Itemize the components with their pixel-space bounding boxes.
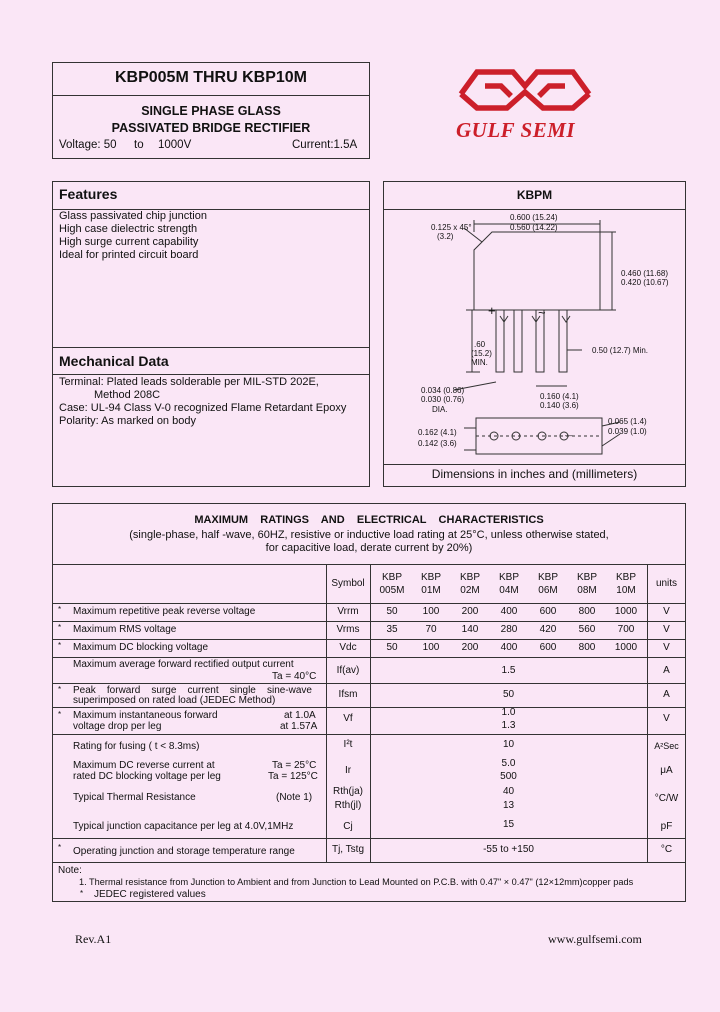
row-symbol: Ifsm: [338, 689, 358, 700]
row-desc-2: rated DC blocking voltage per leg: [73, 771, 221, 782]
part-header: 01M: [421, 585, 441, 596]
mech-top-divider: [52, 347, 370, 348]
part-header: KBP: [537, 572, 558, 583]
row-desc: Maximum DC blocking voltage: [73, 642, 209, 653]
row-cond: Ta = 40°C: [272, 671, 317, 682]
row-value: 10: [502, 739, 515, 750]
dim-side-min: 0.039 (1.0): [608, 427, 647, 436]
part-header: KBP: [576, 572, 597, 583]
note-2-star: *: [80, 889, 84, 898]
notes-label: Note:: [58, 865, 82, 876]
mech-item: Polarity: As marked on body: [59, 415, 196, 427]
row-value: 400: [500, 642, 518, 653]
table-rule: [52, 657, 686, 658]
part-header: KBP: [420, 572, 441, 583]
part-header: KBP: [459, 572, 480, 583]
row-unit: V: [663, 606, 670, 617]
row-desc: Typical Thermal Resistance: [73, 792, 196, 803]
row-value: 1000: [614, 642, 638, 653]
website-link[interactable]: www.gulfsemi.com: [548, 932, 642, 946]
logo-brand-text: GULF SEMI: [456, 118, 576, 142]
mech-item: Terminal: Plated leads solderable per MIL-STD 202E,: [59, 376, 319, 388]
row-value: 50: [502, 689, 515, 700]
subtitle-line1: SINGLE PHASE GLASS: [141, 104, 281, 118]
package-caption-divider: [383, 464, 686, 465]
part-header: 10M: [616, 585, 636, 596]
part-header: KBP: [498, 572, 519, 583]
row-desc: Maximum average forward rectified output current: [73, 659, 294, 670]
dim-dia-min: 0.030 (0.76): [421, 395, 465, 404]
row-symbol: I²t: [343, 739, 353, 750]
row-value: 100: [422, 606, 440, 617]
package-name: KBPM: [516, 188, 553, 202]
row-cond-2: at 1.57A: [280, 721, 318, 732]
note-1: 1. Thermal resistance from Junction to Ambient and from Junction to Lead Mounted on P.C.B. with 0.47" × 0.47" (12×12mm)copper pads: [79, 877, 634, 887]
row-value: 100: [422, 642, 440, 653]
row-value: 70: [425, 624, 437, 635]
dim-dia-label: DIA.: [432, 405, 448, 414]
jedec-star: *: [58, 685, 62, 694]
row-symbol: Ir: [344, 765, 352, 776]
feature-item: Ideal for printed circuit board: [59, 249, 199, 261]
row-value: 50: [386, 642, 398, 653]
current-rating: Current:1.5A: [292, 139, 358, 151]
row-desc: Maximum instantaneous forward: [73, 710, 218, 721]
row-value: 200: [461, 606, 479, 617]
jedec-star: *: [58, 710, 62, 719]
row-symbol-2: Rth(jl): [334, 800, 362, 811]
dim-lead-spacing: 0.50 (12.7) Min.: [592, 346, 649, 355]
row-value: 420: [539, 624, 557, 635]
row-symbol: Vrrm: [337, 606, 359, 617]
jedec-star: *: [58, 641, 62, 650]
row-symbol: If(av): [336, 665, 360, 676]
row-value: 800: [578, 642, 596, 653]
units-header: units: [655, 578, 678, 589]
mechanical-heading: Mechanical Data: [59, 353, 169, 369]
row-unit: A: [663, 689, 670, 700]
dim-thick-min: 0.142 (3.6): [418, 439, 457, 448]
row-unit: A: [663, 665, 670, 676]
table-rule: [52, 621, 686, 622]
dim-lead-length-mm: (15.2): [471, 349, 492, 358]
table-rule: [52, 862, 686, 863]
part-header: 08M: [577, 585, 597, 596]
dimensions-caption: Dimensions in inches and (millimeters): [431, 467, 638, 481]
jedec-star: *: [58, 843, 62, 852]
row-symbol: Tj, Tstg: [331, 844, 365, 855]
ratings-condition-2: for capacitive load, derate current by 20%): [265, 542, 473, 554]
note-2: JEDEC registered values: [94, 889, 206, 900]
row-value: 800: [578, 606, 596, 617]
part-header: 02M: [460, 585, 480, 596]
row-desc: Maximum DC reverse current at: [73, 760, 215, 771]
mech-item: Method 208C: [94, 389, 161, 401]
dim-chamfer: 0.125 x 45°: [431, 223, 472, 232]
row-value: 200: [461, 642, 479, 653]
table-rule: [52, 683, 686, 684]
row-unit: μA: [660, 765, 673, 776]
row-value: 600: [539, 642, 557, 653]
row-cond: Ta = 25°C: [272, 760, 317, 771]
voltage-max: 1000V: [158, 139, 192, 151]
table-rule: [52, 838, 686, 839]
dim-pitch-max: 0.160 (4.1): [540, 392, 579, 401]
dim-width-min: 0.560 (14.22): [510, 223, 558, 232]
row-desc-2: voltage drop per leg: [73, 721, 162, 732]
row-desc: Operating junction and storage temperature range: [73, 846, 295, 857]
dim-pitch-min: 0.140 (3.6): [540, 401, 579, 410]
part-header: 06M: [538, 585, 558, 596]
row-symbol: Rth(ja): [332, 786, 363, 797]
row-value: 5.0: [501, 758, 516, 769]
row-value: 700: [617, 624, 635, 635]
table-rule: [52, 564, 686, 565]
row-value-2: 1.3: [501, 720, 516, 731]
dim-width-max: 0.600 (15.24): [510, 213, 558, 222]
voltage-label: Voltage: 50: [59, 139, 117, 151]
row-desc: Maximum RMS voltage: [73, 624, 177, 635]
row-desc: Typical junction capacitance per leg at 4.0V,1MHz: [73, 821, 294, 832]
row-unit: V: [663, 642, 670, 653]
row-value-2: 500: [500, 771, 517, 782]
mech-divider: [52, 374, 370, 375]
gulf-semi-logo-icon: [455, 64, 595, 116]
row-value: 600: [539, 606, 557, 617]
row-cond: (Note 1): [276, 792, 313, 803]
mech-item: Case: UL-94 Class V-0 recognized Flame Retardant Epoxy: [59, 402, 347, 414]
row-value: 40: [502, 786, 515, 797]
row-value: 400: [500, 606, 518, 617]
row-unit: pF: [660, 821, 673, 832]
ratings-condition-1: (single-phase, half -wave, 60HZ, resistive or inductive load rating at 25°C, unless otherwise stated,: [129, 529, 609, 541]
row-cond: at 1.0A: [284, 710, 316, 721]
revision: Rev.A1: [75, 932, 112, 946]
voltage-to: to: [134, 139, 144, 151]
row-value: 50: [386, 606, 398, 617]
part-header: KBP: [615, 572, 636, 583]
row-desc: Rating for fusing ( t < 8.3ms): [73, 741, 200, 752]
dim-lead-length: .60: [474, 340, 486, 349]
header-divider: [52, 95, 370, 96]
row-cond-2: Ta = 125°C: [268, 771, 318, 782]
plus-mark: +: [488, 303, 496, 318]
dim-lead-min: MIN.: [471, 358, 488, 367]
dim-dia-max: 0.034 (0.86): [421, 386, 465, 395]
row-value: 140: [461, 624, 479, 635]
row-unit: V: [663, 624, 670, 635]
row-value: 560: [578, 624, 596, 635]
table-rule: [52, 639, 686, 640]
part-header: KBP: [381, 572, 402, 583]
row-unit: °C: [660, 844, 673, 855]
row-value: 1000: [614, 606, 638, 617]
row-unit: V: [663, 713, 670, 724]
part-title: KBP005M THRU KBP10M: [114, 69, 308, 86]
jedec-star: *: [58, 605, 62, 614]
row-value: 35: [386, 624, 398, 635]
part-header: 04M: [499, 585, 519, 596]
dim-chamfer-mm: (3.2): [437, 232, 454, 241]
row-symbol: Vdc: [339, 642, 357, 653]
part-header: 005M: [379, 585, 405, 596]
row-value: 1.5: [501, 665, 516, 676]
tilde-mark: ~: [538, 305, 546, 320]
row-value: -55 to +150: [483, 844, 534, 855]
row-symbol: Cj: [343, 821, 353, 832]
row-value: 15: [502, 819, 515, 830]
row-desc: Maximum repetitive peak reverse voltage: [73, 606, 256, 617]
dim-side-max: 0.065 (1.4): [608, 417, 647, 426]
dim-height-max: 0.460 (11.68): [621, 269, 668, 278]
row-symbol: Vrms: [336, 624, 360, 635]
row-desc-2: superimposed on rated load (JEDEC Method): [73, 695, 276, 706]
features-heading: Features: [59, 186, 118, 202]
row-value: 1.0: [501, 707, 516, 718]
jedec-star: *: [58, 623, 62, 632]
feature-item: High case dielectric strength: [59, 223, 198, 235]
side-minus-mark: —: [565, 431, 573, 440]
dim-thick-max: 0.162 (4.1): [418, 428, 457, 437]
feature-item: Glass passivated chip junction: [59, 210, 207, 222]
row-value-2: 13: [502, 800, 515, 811]
table-rule: [52, 603, 686, 604]
feature-item: High surge current capability: [59, 236, 199, 248]
row-value: 280: [500, 624, 518, 635]
row-unit: A²Sec: [654, 741, 679, 751]
subtitle-line2: PASSIVATED BRIDGE RECTIFIER: [111, 121, 311, 135]
dim-height-min: 0.420 (10.67): [621, 278, 669, 287]
ratings-title: MAXIMUM RATINGS AND ELECTRICAL CHARACTERISTICS: [194, 514, 544, 526]
row-desc: Peak forward surge current single sine-wave: [73, 685, 312, 696]
row-unit: °C/W: [654, 793, 679, 804]
table-rule: [52, 734, 686, 735]
symbol-header: Symbol: [331, 578, 365, 589]
row-symbol: Vf: [343, 713, 353, 724]
